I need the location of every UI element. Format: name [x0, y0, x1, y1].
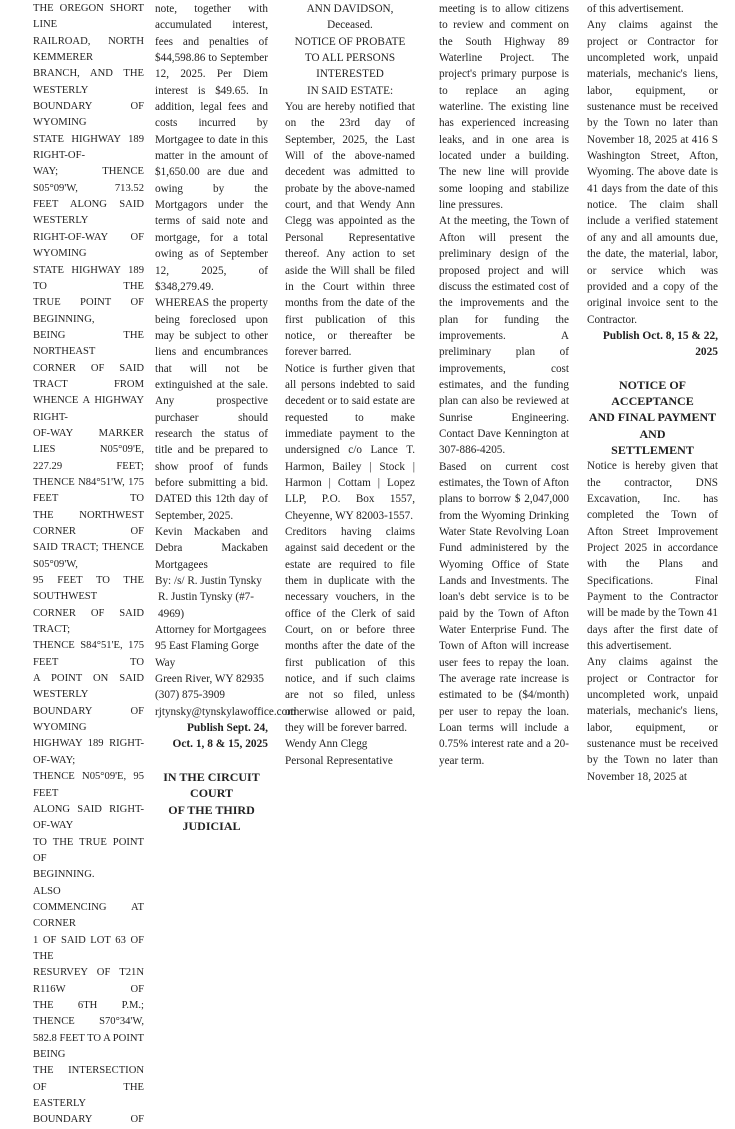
- mortgagee-role: Mortgagees: [155, 558, 208, 571]
- column-5-acceptance-notices: [587, 1, 718, 785]
- legal-description-line: THE NORTHWEST CORNER OF: [33, 509, 144, 537]
- legal-description-line: STATE HIGHWAY 189 RIGHT-OF-: [33, 133, 144, 162]
- legal-description-line: TO THE TRUE POINT OF: [33, 836, 144, 864]
- column-2-foreclosure-notice: [155, 1, 296, 834]
- legal-description-line: SAID TRACT; THENCE S05°09'W,: [33, 542, 144, 570]
- foreclosure-whereas-paragraph: WHEREAS the property being foreclosed upon may be subject to other liens and encumbrances that will not be extinguished at the sale. Any prospective purchaser should research the status of title and be prepared to show proof of funds before submitting a bid. DATED this 12th day of September, 2025.: [155, 297, 268, 522]
- legal-description-line: ALONG SAID RIGHT-OF-WAY: [33, 803, 144, 832]
- representative-name: Wendy Ann Clegg: [285, 738, 368, 751]
- acceptance-heading-3: SETTLEMENT: [611, 442, 694, 457]
- legal-description-line: THENCE S84°51'E, 175 FEET TO: [33, 640, 144, 668]
- legal-description-line: THE 6TH P.M.; THENCE S70°34'W,: [33, 999, 144, 1028]
- publish-dates: Publish Oct. 8, 15 & 22, 2025: [602, 329, 718, 359]
- attorney-phone: (307) 875-3909: [155, 689, 225, 702]
- legal-description-line: 95 FEET TO THE SOUTHWEST: [33, 575, 144, 603]
- attorney-address-city: Green River, WY 82935: [155, 673, 264, 686]
- legal-description-line: COMMENCING AT CORNER: [33, 901, 144, 930]
- legal-description-line: BOUNDARY OF WYOMING: [33, 705, 144, 734]
- acceptance-claims-paragraph: Any claims against the project or Contractor for uncompleted work, unpaid materials, mechanic's liens, labor, equipment, or sustenance must be received by the Town no later than November 18, 2025 at: [587, 656, 718, 783]
- waterline-funding-paragraph: Based on current cost estimates, the Town of Afton plans to borrow $ 2,047,000 from the Wyoming Drinking Water State Revolving Loan Fund administered by the Wyoming Office of State Lands and Investments. The loan's debt service is to be paid by the Town of Afton Water Enterprise Fund. The Town of Afton will increase user fees to repay the loan. The average rate increase is estimated to be ($4/month) per user to repay the loan. Loan terms will include a 0.75% interest rate and a 20-year term.: [439, 460, 569, 767]
- legal-description-line: BRANCH, AND THE WESTERLY: [33, 68, 144, 96]
- legal-description-line: RIGHT-OF-WAY OF WYOMING: [33, 231, 144, 260]
- attorney-address-street: 95 East Flaming Gorge Way: [155, 640, 259, 669]
- legal-description-line: THENCE N05°09'E, 95 FEET: [33, 771, 144, 799]
- legal-description-line: 227.29 FEET;: [33, 460, 144, 472]
- legal-description-line: CORNER OF SAID TRACT FROM: [33, 362, 144, 390]
- court-heading-line-2: OF THE THIRD JUDICIAL: [168, 802, 255, 833]
- legal-description-line: HIGHWAY 189 RIGHT-OF-WAY;: [33, 738, 144, 766]
- legal-description-line: 1 OF SAID LOT 63 OF THE: [33, 934, 144, 962]
- court-heading-line-1: IN THE CIRCUIT COURT: [163, 769, 260, 801]
- legal-description-line: RESURVEY OF T21N R116W OF: [33, 967, 144, 995]
- probate-heading-2: TO ALL PERSONS INTERESTED: [304, 52, 396, 81]
- attorney-name: R. Justin Tynsky (#7-4969): [158, 591, 254, 620]
- legal-description-line: CORNER OF SAID TRACT;: [33, 607, 144, 636]
- probate-heading-1: NOTICE OF PROBATE: [294, 35, 406, 48]
- legal-description-line: EASTERLY BOUNDARY OF: [33, 1098, 144, 1126]
- publish-dates-line-2: Oct. 1, 8 & 15, 2025: [172, 738, 268, 751]
- probate-notice-paragraph: You are hereby notified that on the 23rd day of September, 2025, the Last Will of the above-named decedent was admitted to probate by the above-named court, and that Wendy Ann Clegg was appointed as the Personal Representative thereof. Any action to set aside the Will shall be filed in the Court within three months from the date of the first publication of this notice, or thereafter be forever barred.: [285, 101, 415, 359]
- attorney-signature: By: /s/ R. Justin Tynsky: [155, 575, 262, 588]
- foreclosure-amounts-paragraph: note, together with accumulated interest, fees and penalties of $44,598.86 to September 12, 2025. Per Diem interest is $49.65. In addition, legal fees and costs incurred by Mortgagee to date in this matter in the amount of $1,650.00 are due and owing by the Mortgagors under the terms of said note and mortgage, for a total owing as of September 12, 2025, of $348,279.49.: [155, 3, 268, 293]
- mortgagee-names: Kevin Mackaben and Debra Mackaben: [155, 526, 268, 555]
- attorney-email: rjtynsky@tynskylawoffice.com: [155, 705, 296, 718]
- publish-dates-line-1: Publish Sept. 24,: [186, 722, 268, 735]
- legal-description-line: BEGINNING.: [33, 869, 95, 881]
- advertisement-tail: of this advertisement.: [587, 3, 684, 15]
- probate-heading-3: IN SAID ESTATE:: [306, 84, 394, 97]
- probate-payment-paragraph: Notice is further given that all persons indebted to said decedent or to said estate are requested to make immediate payment to the undersigned c/o Lance T. Harmon, Bailey | Stock | Harmon | Cottam | Lopez LLP, P.O. Box 1557, Cheyenne, WY 82003-1557.: [285, 362, 415, 522]
- legal-description-line: STATE HIGHWAY 189 TO THE: [33, 264, 144, 292]
- legal-description-line: TRUE POINT OF BEGINNING,: [33, 297, 144, 325]
- legal-description-line: FEET ALONG SAID WESTERLY: [33, 199, 144, 227]
- legal-description-line: WHENCE A HIGHWAY RIGHT-: [33, 395, 144, 423]
- legal-description-line: 582.8 FEET TO A POINT BEING: [33, 1032, 144, 1060]
- decedent-name: ANN DAVIDSON, Deceased.: [306, 3, 394, 32]
- legal-description-line: THE INTERSECTION OF THE: [33, 1065, 144, 1093]
- legal-description-lines: [33, 1, 144, 1129]
- probate-creditors-paragraph: Creditors having claims against said decedent or the estate are required to file them in duplicate with the necessary vouchers, in the office of the Clerk of said Court, on or before three months after the date of the first publication of this notice, and if such claims are not so filed, unless otherwise allowed or paid, they will be forever barred.: [285, 526, 415, 735]
- waterline-meeting-paragraph: At the meeting, the Town of Afton will present the preliminary design of the proposed project and will discuss the estimated cost of the improvements and the plan for funding the improvements. A preliminary plan of improvements, cost estimates, and the funding plan can also be reviewed at Sunrise Engineering. Contact Dave Kennington at 307-886-4205.: [439, 215, 569, 457]
- legal-description-line: ALSO: [33, 885, 61, 897]
- legal-description-line: BEING THE NORTHEAST: [33, 329, 144, 358]
- acceptance-notice-paragraph: Notice is hereby given that the contractor, DNS Excavation, Inc. has completed the Town of Afton Street Improvement Project 2025 in accordance with the Plans and Specifications. Final Payment to the Contractor will be made by the Town 41 days after the first date of this advertisement.: [587, 460, 718, 653]
- column-4-waterline-notice: [439, 1, 569, 769]
- legal-description-line: THE OREGON SHORT LINE: [33, 3, 144, 31]
- waterline-purpose-paragraph: meeting is to allow citizens to review and comment on the South Highway 89 Waterline Project. The project's primary purpose is to replace an aging waterline. The existing line has experienced increasing leaks, and in one area is located under a building. The new line will provide some looping and stabilize line pressures.: [439, 3, 569, 212]
- legal-description-line: OF-WAY MARKER LIES N05°09'E,: [33, 427, 144, 456]
- legal-description-line: RAILROAD, NORTH KEMMERER: [33, 35, 144, 64]
- representative-role: Personal Representative: [285, 754, 393, 767]
- legal-description-line: WAY; THENCE S05°09'W, 713.52: [33, 166, 144, 194]
- acceptance-heading-1: NOTICE OF ACCEPTANCE: [611, 377, 694, 408]
- claims-paragraph: Any claims against the project or Contractor for uncompleted work, unpaid materials, mechanic's liens, labor, equipment, or sustenance must be received by the Town no later than November 18, 2025 at 416 S Washington Street, Afton, Wyoming. The above date is 41 days from the date of this notice. The claim shall include a verified statement of any and all amounts due, the date, the material, labor, or service which was provided and a copy of the original invoice sent to the Contractor.: [587, 19, 718, 326]
- column-3-probate-notice: [285, 1, 415, 769]
- attorney-role: Attorney for Mortgagees: [155, 624, 267, 637]
- legal-description-line: THENCE N84°51'W, 175 FEET TO: [33, 476, 144, 505]
- column-1-legal-description: [33, 1, 144, 1129]
- legal-description-line: BOUNDARY OF WYOMING: [33, 101, 144, 129]
- acceptance-heading-2: AND FINAL PAYMENT AND: [588, 410, 717, 441]
- legal-description-line: A POINT ON SAID WESTERLY: [33, 673, 144, 701]
